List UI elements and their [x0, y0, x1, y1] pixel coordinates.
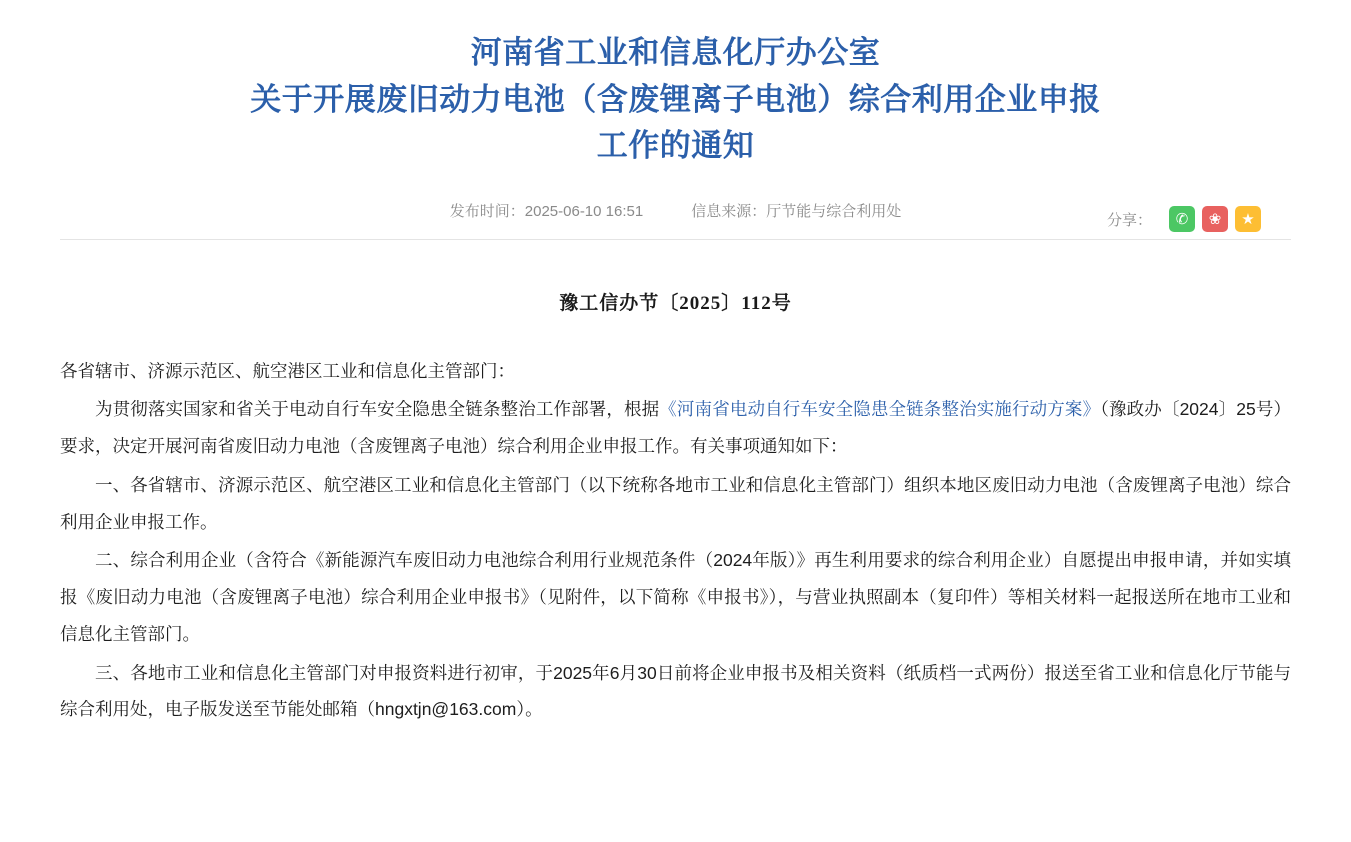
paragraph-item-1: 一、各省辖市、济源示范区、航空港区工业和信息化主管部门（以下统称各地市工业和信息化主管部门）组织本地区废旧动力电池（含废锂离子电池）综合利用企业申报工作。 [60, 474, 1291, 532]
weibo-icon[interactable]: ❀ [1202, 206, 1228, 232]
document-meta [0, 200, 1351, 239]
information-source [691, 200, 901, 221]
title-line-1: 河南省工业和信息化厅办公室 [470, 35, 881, 70]
page-title [0, 0, 1351, 170]
title-line-2: 关于开展废旧动力电池（含废锂离子电池）综合利用企业申报 [250, 81, 1101, 117]
paragraph-intro-suffix: （豫政办〔2024〕25号）要求，决定开展河南省废旧动力电池（含废锂离子电池）综合利用企业申报工作。有关事项通知如下： [60, 399, 1292, 456]
publish-time [450, 200, 643, 221]
policy-document-link[interactable]: 《河南省电动自行车安全隐患全链条整治实施行动方案》 [659, 399, 1101, 420]
document-body [0, 331, 1351, 771]
information-source-label: 信息来源： [691, 202, 767, 220]
share-group [1107, 206, 1261, 232]
paragraph-intro-prefix: 为贯彻落实国家和省关于电动自行车安全隐患全链条整治工作部署，根据 [95, 399, 660, 420]
qzone-icon[interactable]: ★ [1235, 206, 1261, 232]
salutation: 各省辖市、济源示范区、航空港区工业和信息化主管部门： [60, 360, 515, 381]
information-source-value: 厅节能与综合利用处 [766, 202, 902, 220]
paragraph-item-3: 三、各地市工业和信息化主管部门对申报资料进行初审，于2025年6月30日前将企业申报书及相关资料（纸质档一式两份）报送至省工业和信息化厅节能与综合利用处，电子版发送至节能处邮箱（hngxtjn@163.com）。 [60, 662, 1291, 720]
paragraph-intro [60, 391, 1291, 465]
title-line-3: 工作的通知 [596, 128, 755, 163]
publish-time-label: 发布时间： [449, 202, 525, 220]
share-label: 分享： [1106, 211, 1152, 229]
wechat-icon[interactable]: ✆ [1169, 206, 1195, 232]
paragraph-item-2: 二、综合利用企业（含符合《新能源汽车废旧动力电池综合利用行业规范条件（2024年版）》再生利用要求的综合利用企业）自愿提出申报申请，并如实填报《废旧动力电池（含废锂离子电池）综合利用企业申报书》（见附件，以下简称《申报书》），与营业执照副本（复印件）等相关材料一起报送所在地市工业和信息化主管部门。 [60, 550, 1291, 644]
publish-time-value: 2025-06-10 16:51 [524, 202, 644, 220]
document-number: 豫工信办节〔2025〕112号 [559, 292, 792, 314]
